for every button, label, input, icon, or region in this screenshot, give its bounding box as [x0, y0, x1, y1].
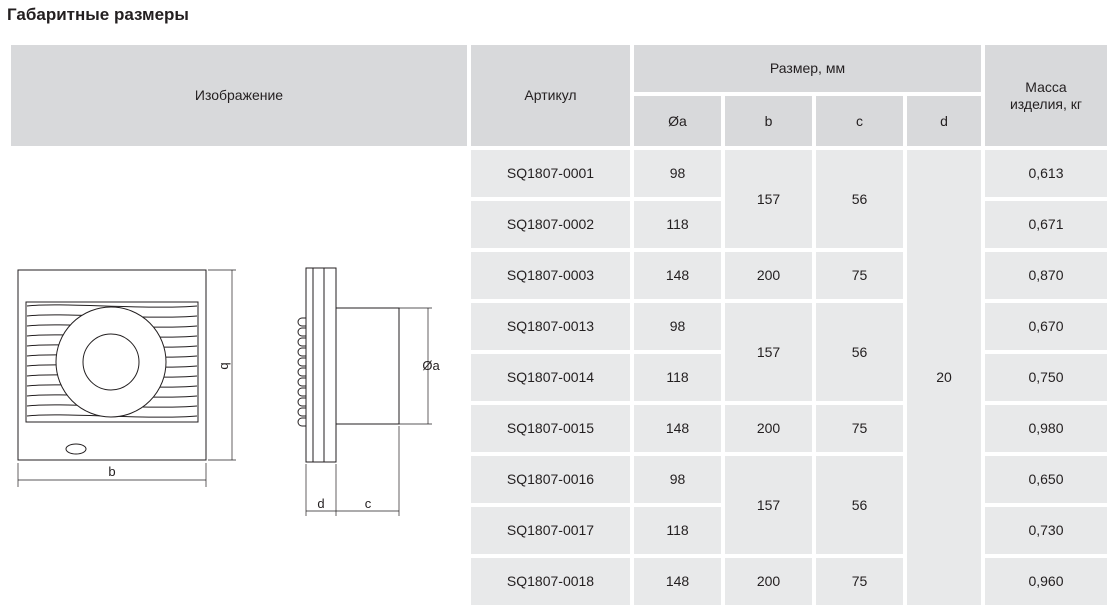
- merged-c: 56: [816, 150, 903, 248]
- table-row-article: SQ1807-0013: [471, 303, 630, 350]
- merged-c: 56: [816, 303, 903, 401]
- table-row-article: SQ1807-0001: [471, 150, 630, 197]
- header-mass: Масса изделия, кг: [985, 45, 1107, 146]
- side-view: [298, 268, 432, 516]
- table-row-diam: 148: [634, 558, 721, 605]
- merged-b: 157: [725, 150, 812, 248]
- header-d: d: [907, 96, 981, 146]
- table-row-mass: 0,750: [985, 354, 1107, 401]
- side-c-label: c: [364, 496, 372, 511]
- table-row-article: SQ1807-0002: [471, 201, 630, 248]
- side-d-label: d: [317, 496, 325, 511]
- table-row-diam: 118: [634, 354, 721, 401]
- table-row-mass: 0,730: [985, 507, 1107, 554]
- table-row-article: SQ1807-0015: [471, 405, 630, 452]
- merged-d: 20: [907, 150, 981, 605]
- merged-c: 75: [816, 252, 903, 299]
- page-title: Габаритные размеры: [7, 5, 189, 24]
- side-slats: [298, 318, 306, 426]
- merged-b: 157: [725, 456, 812, 554]
- table-row-article: SQ1807-0018: [471, 558, 630, 605]
- front-height-label: b: [218, 362, 233, 370]
- table-row-article: SQ1807-0003: [471, 252, 630, 299]
- table-row-mass: 0,960: [985, 558, 1107, 605]
- merged-b: 157: [725, 303, 812, 401]
- header-b: b: [725, 96, 812, 146]
- table-row-diam: 98: [634, 456, 721, 503]
- table-row-article: SQ1807-0017: [471, 507, 630, 554]
- table-row-diam: 148: [634, 252, 721, 299]
- table-row-mass: 0,650: [985, 456, 1107, 503]
- header-c: c: [816, 96, 903, 146]
- table-row-article: SQ1807-0016: [471, 456, 630, 503]
- table-row-diam: 118: [634, 507, 721, 554]
- table-row-diam: 148: [634, 405, 721, 452]
- header-image: Изображение: [11, 45, 467, 146]
- table-row-diam: 118: [634, 201, 721, 248]
- merged-b: 200: [725, 558, 812, 605]
- table-row-mass: 0,870: [985, 252, 1107, 299]
- merged-c: 75: [816, 558, 903, 605]
- table-row-diam: 98: [634, 150, 721, 197]
- merged-b: 200: [725, 405, 812, 452]
- merged-c: 75: [816, 405, 903, 452]
- table-row-diam: 98: [634, 303, 721, 350]
- table-row-mass: 0,670: [985, 303, 1107, 350]
- front-view: [18, 270, 236, 487]
- dimension-drawing: [0, 0, 470, 610]
- front-width-label: b: [108, 464, 116, 479]
- header-size: Размер, мм: [634, 45, 981, 92]
- table-row-mass: 0,613: [985, 150, 1107, 197]
- table-row-mass: 0,671: [985, 201, 1107, 248]
- header-article: Артикул: [471, 45, 630, 146]
- side-diam-label: Øa: [422, 358, 440, 373]
- header-diam: Øa: [634, 96, 721, 146]
- table-row-article: SQ1807-0014: [471, 354, 630, 401]
- table-row-mass: 0,980: [985, 405, 1107, 452]
- merged-b: 200: [725, 252, 812, 299]
- merged-c: 56: [816, 456, 903, 554]
